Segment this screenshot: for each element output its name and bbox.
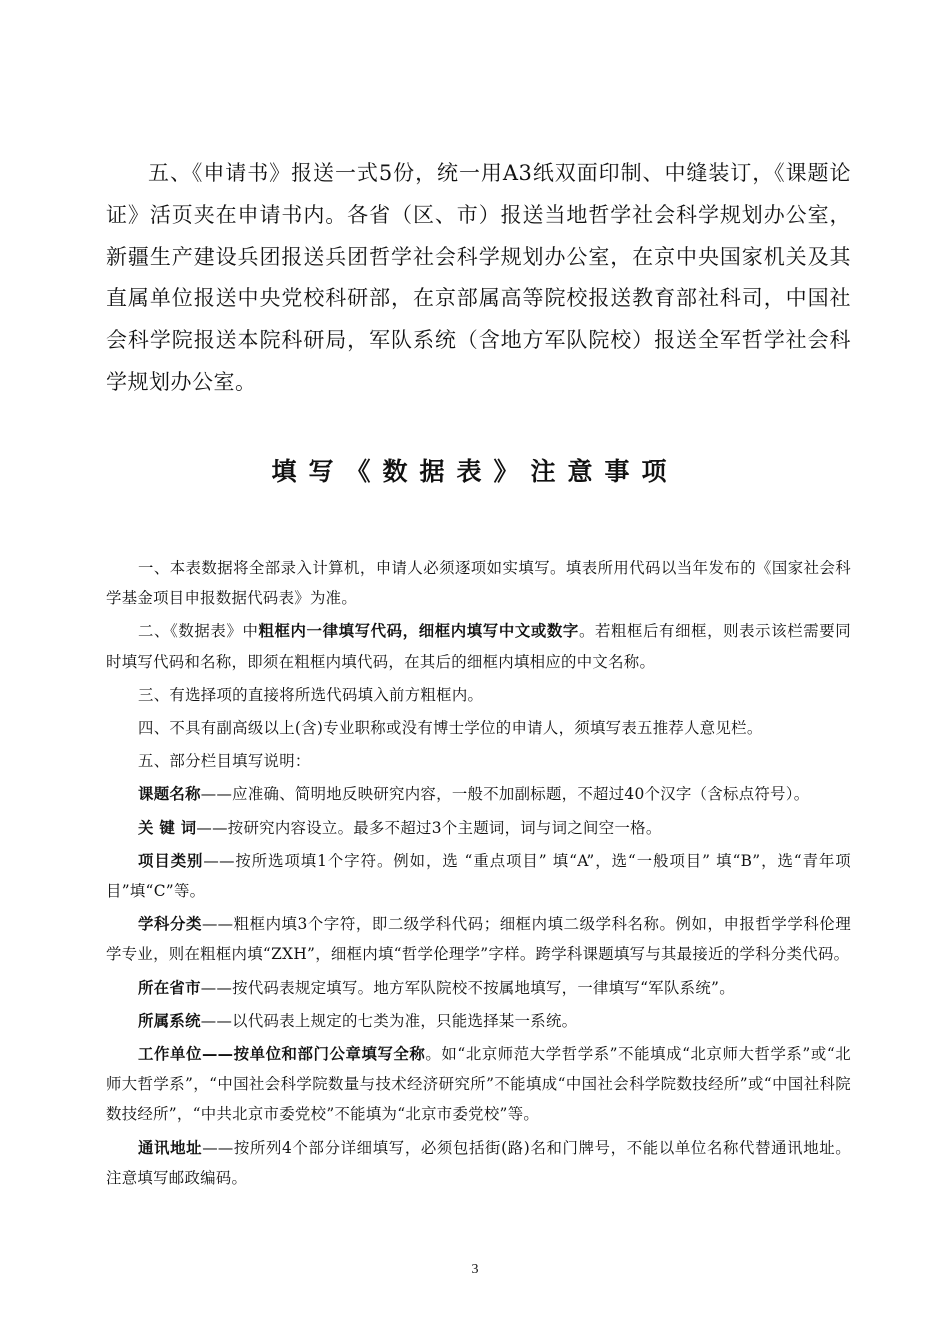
page-number: 3 — [471, 1262, 479, 1277]
item-title — [106, 779, 851, 809]
item-text: ——按代码表规定填写。地方军队院校不按属地填写，一律填写“军队系统”。 — [200, 978, 735, 997]
note-2-suffix: 。若粗框后有细框，则表示该栏需要同时填写代码和名称，即须在粗框内填代码，在其后的细框内填相应的中文名称。 — [106, 622, 851, 671]
item-discipline — [106, 909, 851, 969]
item-text: ——按所选项填1个字符。例如，选 “重点项目” 填“A”，选“一般项目” 填“B”，选“青年项目”填“C”等。 — [106, 851, 851, 901]
item-text: ——粗框内填3个字符，即二级学科代码；细框内填二级学科名称。例如，申报哲学学科伦理学专业，则在粗框内填“ZXH”，细框内填“哲学伦理学”字样。跨学科课题填写与其最接近的学科分类代码。 — [106, 915, 852, 964]
item-term: 工作单位 — [138, 1045, 202, 1064]
item-text: ——按研究内容设立。最多不超过3个主题词，词与词之间空一格。 — [196, 818, 662, 837]
item-term: 所在省市 — [138, 978, 201, 997]
item-category — [106, 846, 851, 906]
item-term: 所属系统 — [138, 1011, 201, 1030]
item-system — [106, 1006, 851, 1036]
item-text: ——以代码表上规定的七类为准，只能选择某一系统。 — [200, 1011, 578, 1030]
note-4: 四、不具有副高级以上(含)专业职称或没有博士学位的申请人，须填写表五推荐人意见栏。 — [138, 719, 763, 738]
item-province — [106, 973, 851, 1003]
item-text: ——按所列4个部分详细填写，必须包括街(路)名和门牌号，不能以单位名称代替通讯地址。注意填写邮政编码。 — [106, 1138, 851, 1187]
item-text: 。如“北京师范大学哲学系”不能填成“北京师大哲学系”或“北师大哲学系”，“中国社会科学院数量与技术经济研究所”不能填成“中国社会科学院数技经所”或“中国社科院数技经所”，“中共北京市委党校”不能填为“北京市委党校”等。 — [106, 1045, 851, 1124]
note-1: 一、本表数据将全部录入计算机，申请人必须逐项如实填写。填表所用代码以当年发布的《国家社会科学基金项目申报数据代码表》为准。 — [106, 559, 851, 608]
item-text-emphasis: ——按单位和部门公章填写全称 — [201, 1045, 426, 1064]
item-address — [106, 1133, 851, 1193]
notes-section — [106, 553, 851, 1196]
item-text: ——应准确、简明地反映研究内容，一般不加副标题，不超过40个汉字（含标点符号）。 — [200, 785, 810, 804]
note-3: 三、有选择项的直接将所选代码填入前方粗框内。 — [138, 685, 484, 704]
intro-paragraph: 五、《申请书》报送一式5份，统一用A3纸双面印制、中缝装订，《课题论证》活页夹在申请书内。各省（区、市）报送当地哲学社会科学规划办公室，新疆生产建设兵团报送兵团哲学社会科学规划办公室，在京中央国家机关及其直属单位报送中央党校科研部，在京部属高等院校报送教育部社科司，中国社会科学院报送本院科研局，军队系统（含地方军队院校）报送全军哲学社会科学规划办公室。 — [106, 161, 851, 394]
item-term: 关 键 词 — [138, 818, 197, 837]
item-keywords — [106, 813, 851, 843]
item-term: 项目类别 — [138, 851, 204, 870]
note-5: 五、部分栏目填写说明： — [138, 752, 311, 771]
note-2 — [106, 616, 851, 676]
item-term: 学科分类 — [138, 915, 202, 934]
item-workplace — [106, 1039, 851, 1130]
note-2-emphasis: 粗框内一律填写代码，细框内填写中文或数字 — [258, 622, 579, 641]
item-term: 通讯地址 — [138, 1138, 203, 1157]
note-2-prefix: 二、《数据表》中 — [138, 622, 259, 641]
item-term: 课题名称 — [138, 785, 201, 804]
section-title: 填写《数据表》注意事项 — [271, 457, 679, 486]
